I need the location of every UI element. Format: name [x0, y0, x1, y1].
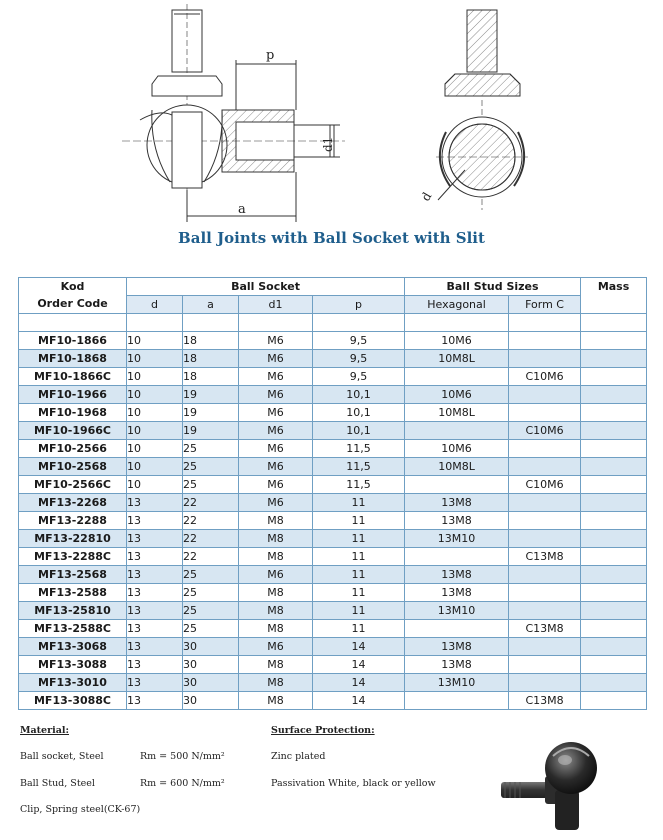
table-row	[19, 638, 647, 656]
table-row	[19, 458, 647, 476]
header-d: d	[127, 296, 183, 314]
cell-form-c: C10M6	[509, 368, 581, 386]
cell-order-code: MF13-25810	[19, 602, 127, 620]
cell-d1: M6	[239, 566, 313, 584]
cell-a: 25	[183, 476, 239, 494]
cell-d1: M8	[239, 530, 313, 548]
cell-a: 18	[183, 368, 239, 386]
cell-p: 11,5	[313, 458, 405, 476]
cell-mass	[581, 512, 647, 530]
ball-stud-material: Ball Stud, Steel	[20, 778, 95, 789]
product-photo	[495, 738, 610, 833]
cell-hexagonal: 10M8L	[405, 458, 509, 476]
cell-d: 10	[127, 404, 183, 422]
cell-mass	[581, 584, 647, 602]
cell-hexagonal: 10M6	[405, 440, 509, 458]
cell-hexagonal: 13M8	[405, 512, 509, 530]
table-row	[19, 476, 647, 494]
cell-form-c	[509, 638, 581, 656]
cell-order-code: MF13-3088C	[19, 692, 127, 710]
cell-p: 9,5	[313, 350, 405, 368]
cell-a: 25	[183, 566, 239, 584]
cell-order-code: MF13-2288	[19, 512, 127, 530]
cell-form-c	[509, 674, 581, 692]
cell-d1: M6	[239, 386, 313, 404]
cell-form-c	[509, 530, 581, 548]
ball-socket-material: Ball socket, Steel	[20, 751, 104, 762]
cell-hexagonal: 10M6	[405, 386, 509, 404]
cell-d1: M6	[239, 458, 313, 476]
cell-form-c: C13M8	[509, 692, 581, 710]
cell-hexagonal: 13M10	[405, 602, 509, 620]
cell-form-c	[509, 602, 581, 620]
cell-hexagonal	[405, 620, 509, 638]
cell-p: 11	[313, 548, 405, 566]
cell-d: 13	[127, 620, 183, 638]
cell-a: 25	[183, 584, 239, 602]
cell-form-c: C13M8	[509, 548, 581, 566]
cell-p: 10,1	[313, 386, 405, 404]
side-view-drawing	[122, 4, 345, 222]
table-header-row	[19, 278, 647, 296]
cell-mass	[581, 656, 647, 674]
table-body	[19, 332, 647, 710]
cell-form-c	[509, 332, 581, 350]
cell-a: 22	[183, 494, 239, 512]
cell-d: 13	[127, 602, 183, 620]
table-row	[19, 692, 647, 710]
cell-form-c: C13M8	[509, 620, 581, 638]
table-row	[19, 332, 647, 350]
cell-d1: M6	[239, 638, 313, 656]
cell-d1: M8	[239, 674, 313, 692]
cell-a: 30	[183, 638, 239, 656]
cell-order-code: MF13-2588	[19, 584, 127, 602]
cell-order-code: MF10-2566	[19, 440, 127, 458]
cell-form-c	[509, 350, 581, 368]
cell-order-code: MF10-1966C	[19, 422, 127, 440]
cell-hexagonal: 13M10	[405, 530, 509, 548]
cell-mass	[581, 440, 647, 458]
cell-d: 13	[127, 512, 183, 530]
cell-d1: M6	[239, 440, 313, 458]
cell-mass	[581, 548, 647, 566]
cell-hexagonal: 10M8L	[405, 350, 509, 368]
header-mass: Mass	[581, 278, 647, 314]
cell-mass	[581, 692, 647, 710]
cell-order-code: MF13-2288C	[19, 548, 127, 566]
cell-form-c	[509, 458, 581, 476]
cell-d1: M6	[239, 494, 313, 512]
cell-d: 13	[127, 494, 183, 512]
table-row	[19, 602, 647, 620]
header-ball-socket: Ball Socket	[127, 278, 405, 296]
cell-d: 13	[127, 566, 183, 584]
cell-p: 14	[313, 638, 405, 656]
cell-order-code: MF10-1868	[19, 350, 127, 368]
table-spacer-row	[19, 314, 647, 332]
table-row	[19, 584, 647, 602]
cell-form-c	[509, 494, 581, 512]
cell-mass	[581, 530, 647, 548]
cell-p: 11	[313, 512, 405, 530]
cell-a: 18	[183, 350, 239, 368]
header-d1: d1	[239, 296, 313, 314]
cell-d: 10	[127, 350, 183, 368]
cell-a: 18	[183, 332, 239, 350]
cell-d: 13	[127, 656, 183, 674]
cell-mass	[581, 458, 647, 476]
cell-d: 10	[127, 458, 183, 476]
cell-mass	[581, 602, 647, 620]
cell-mass	[581, 350, 647, 368]
cell-p: 11,5	[313, 440, 405, 458]
table-row	[19, 350, 647, 368]
header-order-code	[19, 278, 127, 314]
cell-mass	[581, 674, 647, 692]
header-hexagonal: Hexagonal	[405, 296, 509, 314]
cell-d1: M6	[239, 476, 313, 494]
zinc-plated: Zinc plated	[271, 751, 326, 762]
cell-d: 13	[127, 548, 183, 566]
cell-d1: M8	[239, 692, 313, 710]
cell-d: 13	[127, 584, 183, 602]
table-row	[19, 674, 647, 692]
cell-a: 19	[183, 422, 239, 440]
cell-hexagonal	[405, 422, 509, 440]
cell-d: 13	[127, 692, 183, 710]
cell-a: 25	[183, 620, 239, 638]
cell-d1: M8	[239, 512, 313, 530]
cell-mass	[581, 386, 647, 404]
cell-mass	[581, 404, 647, 422]
cell-order-code: MF13-3010	[19, 674, 127, 692]
cell-hexagonal	[405, 692, 509, 710]
table-row	[19, 440, 647, 458]
label-d1: d1	[321, 136, 335, 152]
cell-order-code: MF13-3088	[19, 656, 127, 674]
cell-mass	[581, 638, 647, 656]
cell-order-code: MF10-1966	[19, 386, 127, 404]
table-row	[19, 548, 647, 566]
cell-form-c	[509, 386, 581, 404]
cell-d1: M8	[239, 602, 313, 620]
cell-a: 30	[183, 656, 239, 674]
cell-mass	[581, 620, 647, 638]
technical-drawing	[0, 0, 663, 228]
cell-p: 10,1	[313, 422, 405, 440]
cell-form-c	[509, 656, 581, 674]
cell-order-code: MF10-1866C	[19, 368, 127, 386]
cell-order-code: MF13-2268	[19, 494, 127, 512]
cell-d: 13	[127, 638, 183, 656]
cell-order-code: MF13-2568	[19, 566, 127, 584]
header-kod: Kod	[60, 280, 85, 293]
cell-hexagonal	[405, 548, 509, 566]
cell-p: 11	[313, 566, 405, 584]
table-row	[19, 404, 647, 422]
cell-p: 14	[313, 656, 405, 674]
cell-a: 19	[183, 386, 239, 404]
header-order-code-label: Order Code	[37, 297, 108, 310]
header-form-c: Form C	[509, 296, 581, 314]
ball-socket-strength: Rm = 500 N/mm²	[140, 751, 225, 762]
table-row	[19, 422, 647, 440]
cell-p: 11	[313, 620, 405, 638]
table-row	[19, 530, 647, 548]
cell-d: 10	[127, 422, 183, 440]
cell-d1: M6	[239, 350, 313, 368]
cell-form-c	[509, 440, 581, 458]
cell-hexagonal: 10M8L	[405, 404, 509, 422]
cell-form-c	[509, 404, 581, 422]
table-row	[19, 512, 647, 530]
table-row	[19, 368, 647, 386]
cell-form-c: C10M6	[509, 422, 581, 440]
cell-order-code: MF10-1968	[19, 404, 127, 422]
label-p: p	[266, 48, 275, 63]
cell-mass	[581, 368, 647, 386]
cell-mass	[581, 494, 647, 512]
cell-d: 10	[127, 386, 183, 404]
cell-a: 25	[183, 602, 239, 620]
table-row	[19, 656, 647, 674]
table-row	[19, 566, 647, 584]
cell-d: 10	[127, 440, 183, 458]
cell-p: 9,5	[313, 368, 405, 386]
cell-d1: M6	[239, 422, 313, 440]
ball-stud-strength: Rm = 600 N/mm²	[140, 778, 225, 789]
cell-hexagonal: 13M8	[405, 494, 509, 512]
passivation: Passivation White, black or yellow	[271, 778, 436, 789]
cell-order-code: MF13-3068	[19, 638, 127, 656]
cell-mass	[581, 566, 647, 584]
cell-p: 11	[313, 602, 405, 620]
cell-d1: M8	[239, 620, 313, 638]
header-ball-stud-sizes: Ball Stud Sizes	[405, 278, 581, 296]
cell-d1: M6	[239, 332, 313, 350]
cell-a: 22	[183, 548, 239, 566]
material-heading: Material:	[20, 725, 69, 736]
cell-a: 30	[183, 692, 239, 710]
cell-a: 30	[183, 674, 239, 692]
cell-d: 13	[127, 530, 183, 548]
cell-a: 22	[183, 530, 239, 548]
cell-p: 11,5	[313, 476, 405, 494]
label-d: d	[418, 189, 435, 204]
label-a: a	[238, 202, 246, 217]
cell-d: 10	[127, 368, 183, 386]
cell-p: 10,1	[313, 404, 405, 422]
cell-order-code: MF10-2566C	[19, 476, 127, 494]
table-row	[19, 620, 647, 638]
cell-form-c	[509, 584, 581, 602]
cell-a: 22	[183, 512, 239, 530]
spec-table	[18, 277, 647, 710]
cell-p: 11	[313, 494, 405, 512]
cell-d1: M6	[239, 368, 313, 386]
header-a: a	[183, 296, 239, 314]
cell-hexagonal: 13M8	[405, 566, 509, 584]
cell-hexagonal	[405, 476, 509, 494]
cell-d: 10	[127, 476, 183, 494]
cell-d1: M8	[239, 584, 313, 602]
cell-d1: M6	[239, 404, 313, 422]
cell-p: 14	[313, 692, 405, 710]
cell-order-code: MF13-22810	[19, 530, 127, 548]
cell-d1: M8	[239, 548, 313, 566]
cell-d: 13	[127, 674, 183, 692]
cell-mass	[581, 476, 647, 494]
cell-p: 11	[313, 530, 405, 548]
cell-p: 9,5	[313, 332, 405, 350]
cell-hexagonal: 10M6	[405, 332, 509, 350]
cell-form-c	[509, 512, 581, 530]
cell-a: 25	[183, 440, 239, 458]
cell-p: 11	[313, 584, 405, 602]
cell-hexagonal	[405, 368, 509, 386]
ball-joint-image	[501, 742, 597, 830]
table-row	[19, 494, 647, 512]
page-title: Ball Joints with Ball Socket with Slit	[178, 229, 485, 247]
cell-d1: M8	[239, 656, 313, 674]
cell-d: 10	[127, 332, 183, 350]
cell-form-c: C10M6	[509, 476, 581, 494]
cell-a: 19	[183, 404, 239, 422]
surface-protection-heading: Surface Protection:	[271, 725, 375, 736]
header-p: p	[313, 296, 405, 314]
cell-order-code: MF13-2588C	[19, 620, 127, 638]
cell-form-c	[509, 566, 581, 584]
cell-hexagonal: 13M8	[405, 638, 509, 656]
cell-order-code: MF10-2568	[19, 458, 127, 476]
cell-p: 14	[313, 674, 405, 692]
cell-mass	[581, 422, 647, 440]
cell-hexagonal: 13M10	[405, 674, 509, 692]
cell-hexagonal: 13M8	[405, 656, 509, 674]
clip-material: Clip, Spring steel(CK-67)	[20, 804, 141, 815]
cell-a: 25	[183, 458, 239, 476]
cell-order-code: MF10-1866	[19, 332, 127, 350]
section-view-drawing	[436, 10, 528, 210]
cell-hexagonal: 13M8	[405, 584, 509, 602]
cell-mass	[581, 332, 647, 350]
table-row	[19, 386, 647, 404]
